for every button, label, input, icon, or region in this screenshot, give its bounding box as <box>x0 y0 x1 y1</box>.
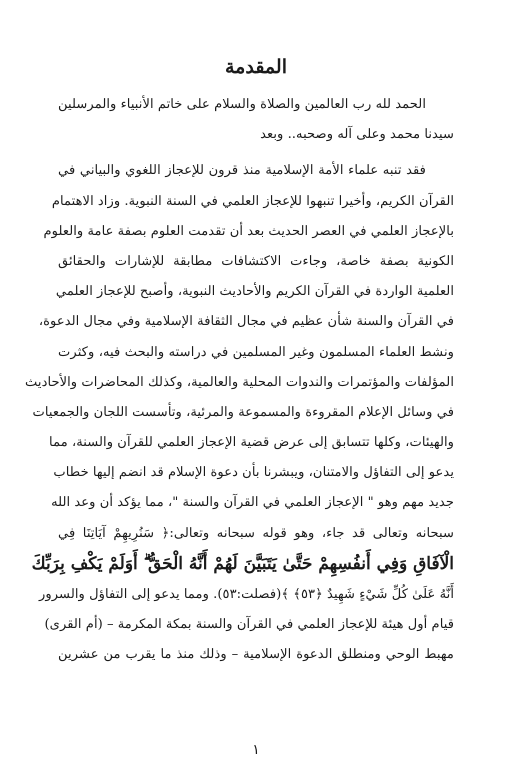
paragraph-line: سبحانه وتعالى قد جاء، وهو قوله سبحانه وتعالى:﴿ سَنُرِيهِمْ آيَاتِنَا فِي <box>58 525 454 541</box>
page-title: المقدمة <box>224 56 287 78</box>
paragraph-line: جديد مهم وهو " الإعجاز العلمي في القرآن والسنة "، مما يؤكد أن وعد الله <box>51 495 454 511</box>
paragraph-line: والهيئات، وكلها تتسابق إلى عرض قضية الإعجاز العلمي للقرآن والسنة، مما <box>49 435 454 451</box>
paragraph-line: الحمد لله رب العالمين والصلاة والسلام على خاتم الأنبياء والمرسلين <box>58 97 426 112</box>
paragraph-line: قيام أول هيئة للإعجاز العلمي في القرآن والسنة بمكة المكرمة – (أم القرى) <box>44 617 454 632</box>
paragraph-line: الكونية بصفة خاصة، وجاءت الاكتشافات مطابقة للإشارات والحقائق <box>58 253 454 269</box>
paragraph-line: المؤلفات والمؤتمرات والندوات المحلية والعالمية، وكذلك المحاضرات والأحاديث <box>24 374 454 390</box>
paragraph-line: في القرآن والسنة شأن عظيم في مجال الثقافة الإسلامية وفي مجال الدعوة، <box>38 314 454 330</box>
paragraph-line: القرآن الكريم، وأخيرا تنبهوا للإعجاز العلمي في السنة النبوية. وزاد الاهتمام <box>51 193 454 209</box>
paragraph-line: في وسائل الإعلام المقروءة والمسموعة والمرئية، وتأسست اللجان والجمعيات <box>32 404 454 420</box>
page-number: ١ <box>252 742 260 758</box>
body-text <box>24 90 454 670</box>
paragraph-line: سيدنا محمد وعلى آله وصحبه.. وبعد <box>260 127 454 143</box>
paragraph-line: فقد تنبه علماء الأمة الإسلامية منذ قرون للإعجاز اللغوي والبياني في <box>58 163 426 179</box>
quran-verse-line: الْآفَاقِ وَفِي أَنفُسِهِمْ حَتَّىٰ يَتَبَيَّنَ لَهُمْ أَنَّهُ الْحَقُّ ۗ أَوَلَمْ يَكْفِ بِرَبِّكَ <box>31 553 454 574</box>
paragraph-line: العلمية الواردة في القرآن الكريم والأحاديث النبوية، وأصبح للإعجاز العلمي <box>55 284 454 300</box>
quran-verse-line: أَنَّهُ عَلَىٰ كُلِّ شَيْءٍ شَهِيدٌ ﴿٥٣﴾ ﴾(فصلت:٥٣). ومما يدعو إلى التفاؤل والسرور <box>39 586 454 602</box>
paragraph-line: مهبط الوحي ومنطلق الدعوة الإسلامية – وذلك منذ ما يقرب من عشرين <box>58 647 454 663</box>
paragraph-line: يدعو إلى التفاؤل والامتنان، ويبشرنا بأن دعوة الإسلام قد انضم إليها خطاب <box>53 465 454 481</box>
paragraph-line: ونشط العلماء المسلمون وغير المسلمين في دراسته والبحث فيه، وكثرت <box>58 344 454 360</box>
paragraph-line: بالإعجاز العلمي في العصر الحديث بعد أن تقدمت العلوم بصفة عامة والعلوم <box>43 223 454 239</box>
